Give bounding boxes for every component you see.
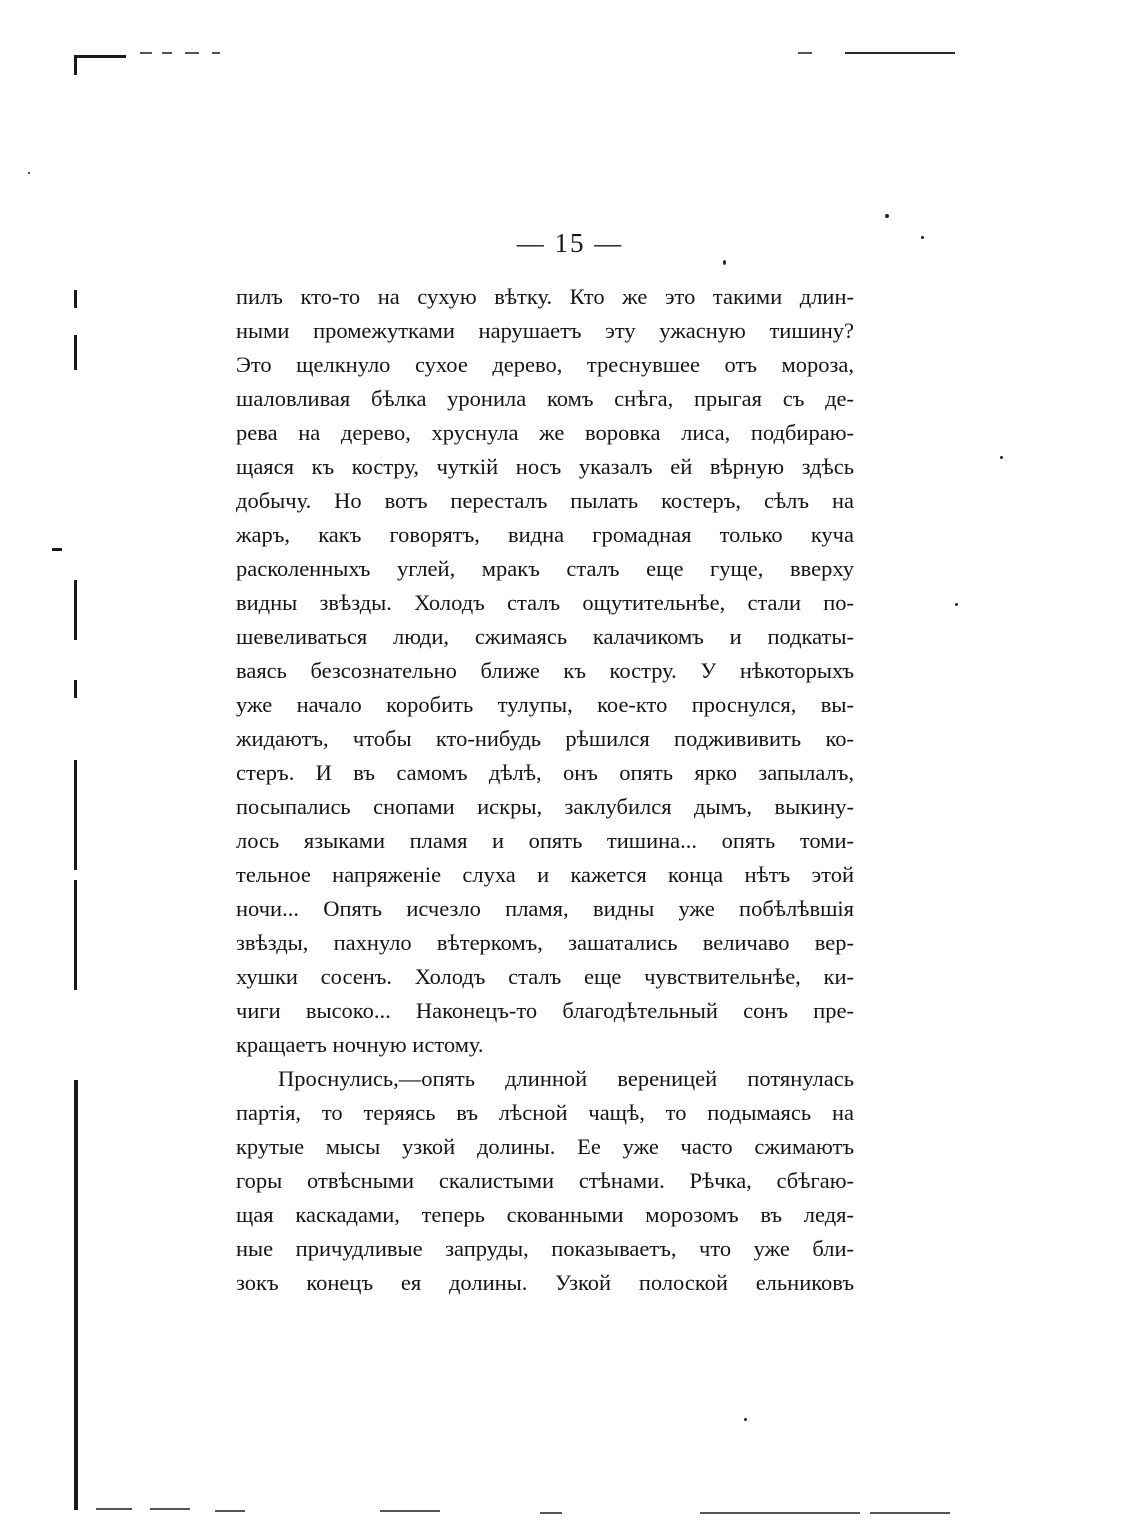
body-text [236,280,854,1300]
text-line: жидаютъ, чтобы кто-нибудь рѣшился поджививить ко- [236,726,854,751]
scan-edge-mark [700,1512,860,1514]
scan-speck [1000,456,1003,459]
text-line: жаръ, какъ говорятъ, видна громадная только куча [236,522,854,547]
scan-edge-mark [212,52,220,54]
scan-edge-mark [74,880,77,990]
text-line: пилъ кто-то на сухую вѣтку. Кто же это такими длин- [236,284,854,309]
text-line: щая каскадами, теперь скованными морозомъ въ ледя- [236,1202,854,1227]
scan-edge-mark [74,580,77,640]
scan-edge-mark [74,290,77,308]
scan-edge-mark [185,52,199,54]
text-line: горы отвѣсными скалистыми стѣнами. Рѣчка, сбѣгаю- [236,1168,854,1193]
text-line: посыпались снопами искры, заклубился дымъ, выкину- [236,794,854,819]
scan-edge-mark [870,1512,950,1514]
scan-edge-mark [162,52,172,54]
scan-edge-mark [52,548,62,551]
text-line: хушки сосенъ. Холодъ сталъ еще чувствительнѣе, ки- [236,964,854,989]
scan-edge-mark [74,1080,78,1510]
text-line: видны звѣзды. Холодъ сталъ ощутительнѣе, стали по- [236,590,854,615]
text-line: шаловливая бѣлка уронила комъ снѣга, прыгая съ де- [236,386,854,411]
paragraph [236,1062,854,1300]
text-line: крутые мысы узкой долины. Ее уже часто сжимаютъ [236,1134,854,1159]
text-line: щаяся къ костру, чуткій носъ указалъ ей вѣрную здѣсь [236,454,854,479]
text-line: Это щелкнуло сухое дерево, треснувшее отъ мороза, [236,352,854,377]
text-line: лось языками пламя и опять тишина... опять томи- [236,828,854,853]
text-line: ночи... Опять исчезло пламя, видны уже побѣлѣвшія [236,896,854,921]
scan-edge-mark [74,55,77,75]
text-line: расколенныхъ углей, мракъ сталъ еще гуще, вверху [236,556,854,581]
scan-edge-mark [150,1508,190,1510]
scan-edge-mark [845,52,955,54]
scan-edge-mark [96,1508,132,1510]
text-line: уже начало коробить тулупы, кое-кто проснулся, вы- [236,692,854,717]
scan-edge-mark [74,760,77,870]
paragraph [236,280,854,1062]
scan-edge-mark [380,1510,440,1512]
scan-speck [885,214,889,218]
text-line: шевеливаться люди, сжимаясь калачикомъ и подкаты- [236,624,854,649]
text-line: партія, то теряясь въ лѣсной чащѣ, то подымаясь на [236,1100,854,1125]
text-line: ваясь безсознательно ближе къ костру. У нѣкоторыхъ [236,658,854,683]
scan-edge-mark [540,1512,562,1514]
text-line: зокъ конецъ ея долины. Узкой полоской ельниковъ [236,1270,854,1295]
page-number: — 15 — [516,228,624,258]
scan-edge-mark [74,55,126,58]
scan-edge-mark [215,1510,245,1512]
scan-edge-mark [74,335,77,370]
text-line: ные причудливые запруды, показываетъ, что уже бли- [236,1236,854,1261]
text-line: стеръ. И въ самомъ дѣлѣ, онъ опять ярко запылалъ, [236,760,854,785]
scan-edge-mark [140,52,152,54]
scan-edge-mark [798,52,812,54]
text-line: звѣзды, пахнуло вѣтеркомъ, зашатались величаво вер- [236,930,854,955]
text-line: ными промежутками нарушаетъ эту ужасную тишину? [236,318,854,343]
text-line: чиги высоко... Наконецъ-то благодѣтельный сонъ пре- [236,998,854,1023]
text-line: рева на дерево, хруснула же воровка лиса, подбираю- [236,420,854,445]
text-line: тельное напряженіе слуха и кажется конца нѣтъ этой [236,862,854,887]
text-line: Проснулись,—опять длинной вереницей потянулась [278,1066,854,1091]
scan-speck [28,172,30,174]
text-line: добычу. Но вотъ пересталъ пылать костеръ, сѣлъ на [236,488,854,513]
scan-speck [955,603,958,606]
text-line: кращаетъ ночную истому. [236,1032,484,1057]
scan-edge-mark [74,680,77,698]
scan-speck [744,1418,747,1421]
scan-speck [723,260,726,265]
